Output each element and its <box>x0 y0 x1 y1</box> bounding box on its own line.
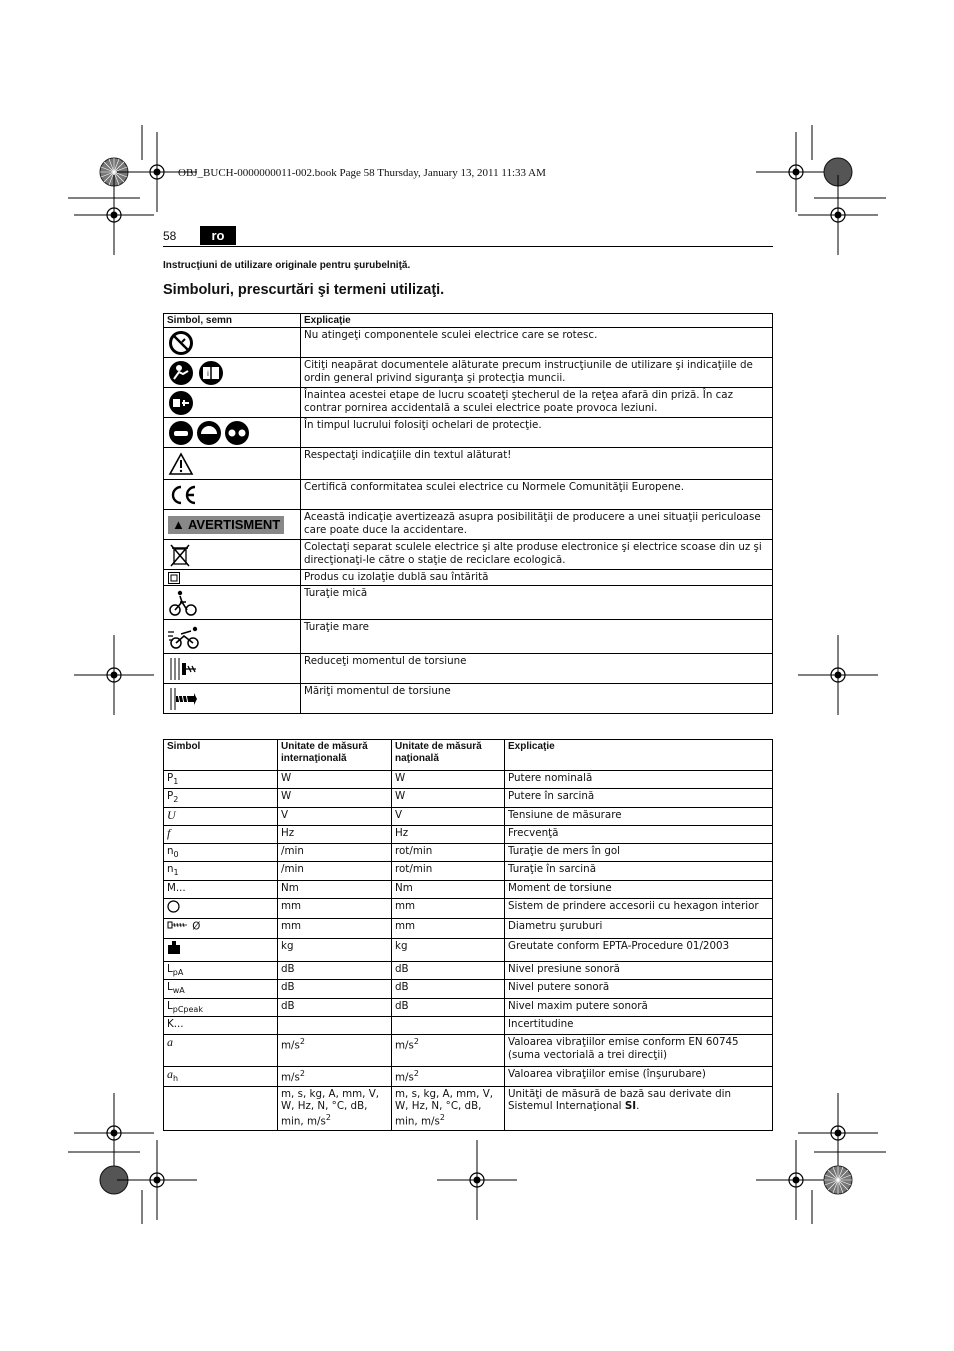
symbols-header-explanation: Explicaţie <box>301 314 773 328</box>
unit-symbol-subscript: h <box>173 1074 179 1084</box>
international-unit-cell: dB <box>278 998 392 1016</box>
unit-symbol: M... <box>167 881 186 894</box>
unit-symbol-subscript: 1 <box>173 868 179 878</box>
table-row <box>164 510 773 540</box>
reduce-torque-icon <box>168 657 198 681</box>
national-unit-cell: Hz <box>392 825 505 843</box>
unit-explanation-cell: Turaţie de mers în gol <box>505 843 773 861</box>
symbol-explanation: Turaţie mică <box>301 586 773 620</box>
national-unit-cell: mm <box>392 898 505 918</box>
symbol-explanation: Reduceţi momentul de torsiune <box>301 654 773 684</box>
unit-explanation-cell: Valoarea vibraţiilor emise conform EN 60745 (suma vectorială a trei direcţii) <box>505 1035 773 1067</box>
unit-superscript: 2 <box>325 1113 331 1123</box>
page-number: 58 <box>163 229 177 243</box>
table-row <box>164 540 773 570</box>
national-unit-cell: $m/s^2$ <box>392 1035 505 1067</box>
low-speed-icon <box>168 589 198 617</box>
screw-diameter-icon <box>167 920 189 933</box>
unplug-icon <box>168 390 194 416</box>
unit-symbol-cell <box>164 898 278 918</box>
unit-symbol-cell <box>164 1017 278 1035</box>
units-header-explanation: Explicaţie <box>505 740 773 771</box>
unit-symbol-cell <box>164 1086 278 1130</box>
unit-symbol-subscript: 2 <box>173 795 179 805</box>
national-unit-cell: V <box>392 807 505 825</box>
table-row <box>164 1086 773 1130</box>
unit-symbol-cell <box>164 789 278 807</box>
avertisment-label-text: AVERTISMENT <box>188 516 281 532</box>
unit-superscript: 2 <box>413 1069 419 1079</box>
avertisment-label: ▲ AVERTISMENT <box>168 516 284 534</box>
unit-symbol-cell <box>164 938 278 961</box>
international-unit-cell: W <box>278 771 392 789</box>
symbol-explanation: Această indicaţie avertizează asupra posibilităţii de producere a unei situaţii periculoase care poate duce la accidentare. <box>301 510 773 540</box>
unit-superscript: 2 <box>413 1037 419 1047</box>
header-rule <box>163 246 773 247</box>
table-row <box>164 1067 773 1086</box>
table-row <box>164 1017 773 1035</box>
unit-symbol-cell <box>164 1035 278 1067</box>
table-row <box>164 961 773 979</box>
international-unit-cell: $m/s^2$ <box>278 1035 392 1067</box>
unit-symbol-subscript: pCpeak <box>172 1004 203 1014</box>
unit-symbol: K... <box>167 1018 184 1031</box>
table-row <box>164 862 773 880</box>
unit-symbol-cell <box>164 825 278 843</box>
national-unit-cell: dB <box>392 998 505 1016</box>
protective-glasses-icon <box>168 420 250 446</box>
unit-explanation-cell: Greutate conform EPTA-Procedure 01/2003 <box>505 938 773 961</box>
double-insulation-icon <box>168 572 180 584</box>
unit-symbol: U <box>167 807 176 822</box>
national-unit-cell: rot/min <box>392 862 505 880</box>
symbol-explanation: Certifică conformitatea sculei electrice cu Normele Comunităţii Europene. <box>301 480 773 510</box>
units-header-national: Unitate de măsură naţională <box>392 740 505 771</box>
unit-symbol-subscript: wA <box>172 986 185 996</box>
unit-symbol-subscript: pA <box>172 967 184 977</box>
international-unit-cell: Nm <box>278 880 392 898</box>
symbols-header-symbol: Simbol, semn <box>164 314 301 328</box>
international-unit-cell: $m/s^2$ <box>278 1067 392 1086</box>
table-row <box>164 1035 773 1067</box>
unit-superscript: 2 <box>299 1037 305 1047</box>
table-row <box>164 880 773 898</box>
international-unit-cell: /min <box>278 843 392 861</box>
national-unit-cell: dB <box>392 961 505 979</box>
file-info-header: OBJ_BUCH-0000000011-002.book Page 58 Thursday, January 13, 2011 11:33 AM <box>178 167 546 179</box>
unit-symbol: a <box>167 1035 173 1050</box>
si-abbreviation: SI <box>624 1100 637 1113</box>
unit-symbol-cell <box>164 961 278 979</box>
symbol-explanation: Produs cu izolaţie dublă sau întărită <box>301 570 773 586</box>
national-unit-cell: Nm <box>392 880 505 898</box>
svg-text:i: i <box>207 369 209 378</box>
international-unit-cell: dB <box>278 980 392 998</box>
unit-symbol: L <box>167 999 173 1012</box>
international-unit-cell: /min <box>278 862 392 880</box>
weight-icon <box>167 940 181 957</box>
symbols-table <box>163 313 773 714</box>
hexagon-socket-icon <box>167 900 180 916</box>
symbol-explanation: Citiţi neapărat documentele alăturate precum instrucţiunile de utilizare şi indicaţiile de ordin general privind siguranţa şi protecţia muncii. <box>301 358 773 388</box>
unit-symbol-subscript: 1 <box>173 777 179 787</box>
table-row <box>164 570 773 586</box>
unit-symbol: a <box>167 1067 173 1082</box>
unit-symbol-cell <box>164 771 278 789</box>
unit-symbol: P <box>167 790 174 803</box>
unit-symbol-cell <box>164 862 278 880</box>
units-table <box>163 739 773 1131</box>
no-touch-rotating-icon <box>168 330 194 356</box>
language-tab: ro <box>200 226 236 245</box>
symbol-explanation: Înaintea acestei etape de lucru scoateţi ştecherul de la reţea afară din priză. În caz contrar pornirea accidentală a sculei electrice poate provoca leziuni. <box>301 388 773 418</box>
unit-symbol-subscript: 0 <box>173 849 179 859</box>
table-row <box>164 328 773 358</box>
table-row <box>164 938 773 961</box>
table-row <box>164 654 773 684</box>
table-row <box>164 358 773 388</box>
unit-explanation-cell: Turaţie în sarcină <box>505 862 773 880</box>
warning-triangle-icon <box>168 452 194 476</box>
table-row <box>164 480 773 510</box>
unit-symbol: n <box>167 844 174 857</box>
table-row <box>164 388 773 418</box>
unit-explanation-cell: Diametru şuruburi <box>505 918 773 938</box>
unit-symbol: L <box>167 962 173 975</box>
section-title: Simboluri, prescurtări şi termeni utilizaţi. <box>163 282 445 298</box>
unit-explanation-cell: Putere în sarcină <box>505 789 773 807</box>
units-header-international: Unitate de măsură internaţională <box>278 740 392 771</box>
table-row <box>164 771 773 789</box>
unit-symbol-cell <box>164 807 278 825</box>
national-unit-cell: W <box>392 771 505 789</box>
national-unit-cell: dB <box>392 980 505 998</box>
unit-explanation-cell: Putere nominală <box>505 771 773 789</box>
unit-symbol-cell <box>164 918 278 938</box>
table-row <box>164 418 773 448</box>
unit-explanation-cell: Frecvenţă <box>505 825 773 843</box>
international-unit-cell: V <box>278 807 392 825</box>
unit-symbol-cell <box>164 1067 278 1086</box>
weee-bin-icon <box>168 542 192 568</box>
table-row <box>164 918 773 938</box>
symbol-explanation: Măriţi momentul de torsiune <box>301 684 773 714</box>
international-unit-cell: kg <box>278 938 392 961</box>
document-subtitle: Instrucţiuni de utilizare originale pentru şurubelniţă. <box>163 260 411 271</box>
unit-explanation-cell: Tensiune de măsurare <box>505 807 773 825</box>
unit-explanation-cell: Valoarea vibraţiilor emise (înşurubare) <box>505 1067 773 1086</box>
table-row <box>164 448 773 480</box>
unit-explanation-cell: Incertitudine <box>505 1017 773 1035</box>
symbol-explanation: În timpul lucrului folosiţi ochelari de protecţie. <box>301 418 773 448</box>
ce-mark-icon <box>168 484 198 506</box>
national-unit-cell: rot/min <box>392 843 505 861</box>
national-unit-cell <box>392 1017 505 1035</box>
table-row <box>164 789 773 807</box>
unit-symbol: f <box>167 825 171 840</box>
table-row <box>164 825 773 843</box>
table-row <box>164 898 773 918</box>
international-unit-cell <box>278 1017 392 1035</box>
table-row <box>164 684 773 714</box>
international-unit-cell: mm <box>278 898 392 918</box>
unit-symbol: L <box>167 981 173 994</box>
unit-explanation-cell: Nivel presiune sonoră <box>505 961 773 979</box>
unit-superscript: 2 <box>439 1113 445 1123</box>
table-row <box>164 620 773 654</box>
symbol-explanation: Turaţie mare <box>301 620 773 654</box>
international-unit-cell: m, s, kg, A, mm, V, W, Hz, N, °C, dB, min, $m/s^2$ <box>278 1086 392 1130</box>
high-speed-icon <box>168 624 202 650</box>
unit-explanation-cell: Sistem de prindere accesorii cu hexagon interior <box>505 898 773 918</box>
units-header-symbol: Simbol <box>164 740 278 771</box>
national-unit-cell: W <box>392 789 505 807</box>
symbol-explanation: Colectaţi separat sculele electrice şi alte produse electronice şi electrice scoase din uz şi direcţionaţi-le către o staţie de reciclare ecologică. <box>301 540 773 570</box>
international-unit-cell: Hz <box>278 825 392 843</box>
unit-explanation-cell: Nivel maxim putere sonoră <box>505 998 773 1016</box>
symbol-explanation: Nu atingeţi componentele sculei electrice care se rotesc. <box>301 328 773 358</box>
unit-symbol-cell <box>164 843 278 861</box>
unit-explanation-cell: Unităţi de măsură de bază sau derivate din Sistemul Internaţional SI. <box>505 1086 773 1130</box>
unit-symbol: P <box>167 772 174 784</box>
unit-explanation-cell: Moment de torsiune <box>505 880 773 898</box>
read-manual-icon <box>168 360 226 386</box>
unit-superscript: 2 <box>299 1069 305 1079</box>
increase-torque-icon <box>168 687 198 711</box>
symbol-explanation: Respectaţi indicaţiile din textul alăturat! <box>301 448 773 480</box>
unit-explanation-cell: Nivel putere sonoră <box>505 980 773 998</box>
unit-symbol-cell <box>164 880 278 898</box>
international-unit-cell: W <box>278 789 392 807</box>
table-row <box>164 586 773 620</box>
national-unit-cell: $m/s^2$ <box>392 1067 505 1086</box>
unit-symbol-cell <box>164 998 278 1016</box>
table-row <box>164 998 773 1016</box>
table-row <box>164 843 773 861</box>
table-row <box>164 807 773 825</box>
unit-symbol: n <box>167 863 174 876</box>
national-unit-cell: kg <box>392 938 505 961</box>
national-unit-cell: m, s, kg, A, mm, V, W, Hz, N, °C, dB, min, $m/s^2$ <box>392 1086 505 1130</box>
international-unit-cell: mm <box>278 918 392 938</box>
international-unit-cell: dB <box>278 961 392 979</box>
unit-symbol-cell <box>164 980 278 998</box>
table-row <box>164 980 773 998</box>
unit-symbol: Ø <box>192 920 201 933</box>
national-unit-cell: mm <box>392 918 505 938</box>
